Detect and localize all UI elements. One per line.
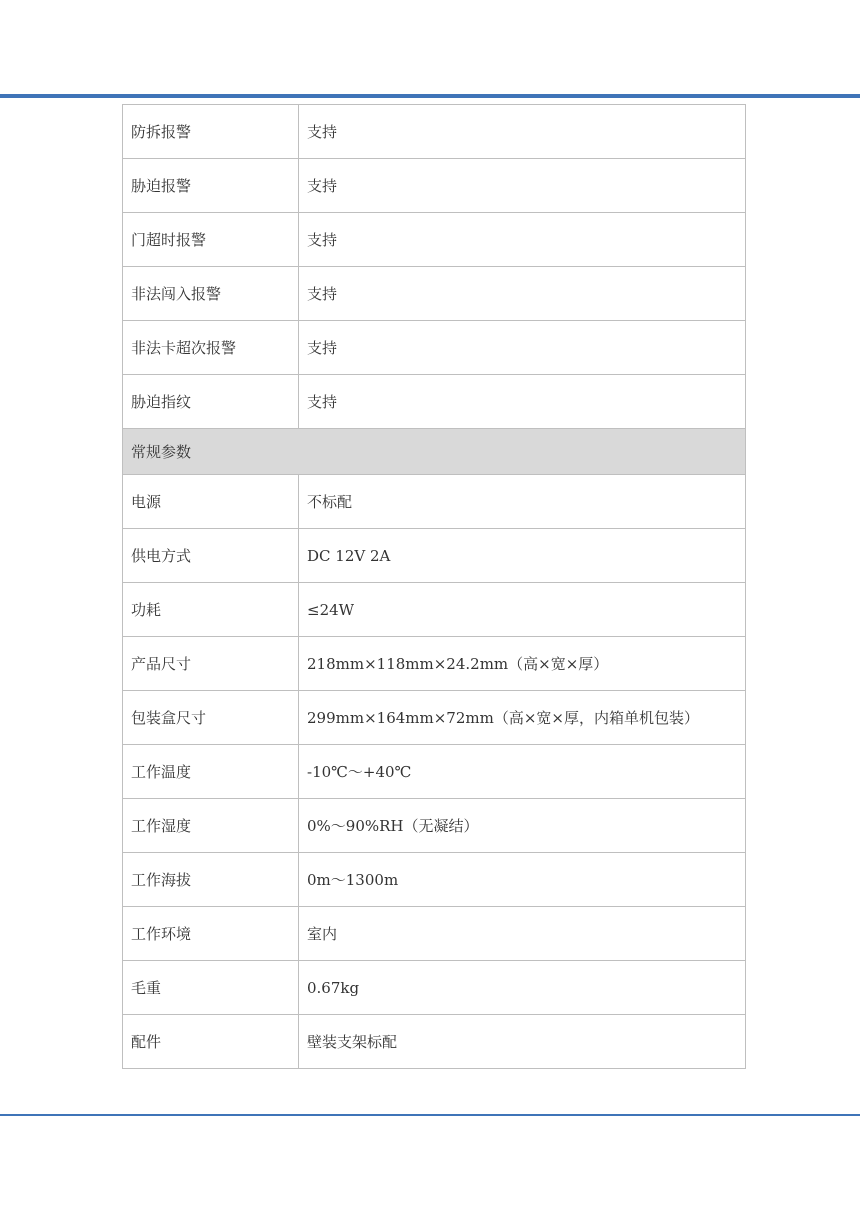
spec-value: 支持 <box>299 267 746 321</box>
spec-value: 0.67kg <box>299 961 746 1015</box>
table-row <box>123 961 746 1015</box>
spec-label: 工作环境 <box>123 907 299 961</box>
table-row <box>123 637 746 691</box>
spec-label: 门超时报警 <box>123 213 299 267</box>
spec-label: 毛重 <box>123 961 299 1015</box>
spec-label: 非法闯入报警 <box>123 267 299 321</box>
spec-label: 供电方式 <box>123 529 299 583</box>
spec-table <box>122 104 746 1069</box>
spec-label: 电源 <box>123 475 299 529</box>
spec-value: 壁装支架标配 <box>299 1015 746 1069</box>
spec-value: 0m～1300m <box>299 853 746 907</box>
table-row <box>123 213 746 267</box>
spec-value: 支持 <box>299 159 746 213</box>
spec-value: 室内 <box>299 907 746 961</box>
spec-label: 包装盒尺寸 <box>123 691 299 745</box>
spec-value: ≤24W <box>299 583 746 637</box>
spec-label: 防拆报警 <box>123 105 299 159</box>
spec-value: 支持 <box>299 321 746 375</box>
header-rule <box>0 94 860 98</box>
spec-label: 工作海拔 <box>123 853 299 907</box>
spec-label: 胁迫报警 <box>123 159 299 213</box>
spec-value: 支持 <box>299 375 746 429</box>
table-row <box>123 907 746 961</box>
spec-label: 功耗 <box>123 583 299 637</box>
spec-label: 配件 <box>123 1015 299 1069</box>
table-row <box>123 267 746 321</box>
spec-value: DC 12V 2A <box>299 529 746 583</box>
table-row <box>123 853 746 907</box>
spec-value: 支持 <box>299 213 746 267</box>
table-row <box>123 321 746 375</box>
table-row <box>123 375 746 429</box>
spec-label: 工作湿度 <box>123 799 299 853</box>
spec-value: 0%～90%RH（无凝结） <box>299 799 746 853</box>
table-row <box>123 159 746 213</box>
table-row <box>123 691 746 745</box>
spec-value: 218mm×118mm×24.2mm（高×宽×厚） <box>299 637 746 691</box>
spec-label: 工作温度 <box>123 745 299 799</box>
table-row <box>123 1015 746 1069</box>
section-title: 常规参数 <box>123 429 746 475</box>
table-row <box>123 799 746 853</box>
spec-value: 支持 <box>299 105 746 159</box>
footer-rule <box>0 1114 860 1116</box>
spec-value: 不标配 <box>299 475 746 529</box>
section-header-row <box>123 429 746 475</box>
table-row <box>123 583 746 637</box>
spec-value: 299mm×164mm×72mm（高×宽×厚，内箱单机包装） <box>299 691 746 745</box>
table-row <box>123 475 746 529</box>
spec-label: 非法卡超次报警 <box>123 321 299 375</box>
table-row <box>123 529 746 583</box>
table-row <box>123 745 746 799</box>
spec-value: -10℃～+40℃ <box>299 745 746 799</box>
spec-label: 产品尺寸 <box>123 637 299 691</box>
spec-label: 胁迫指纹 <box>123 375 299 429</box>
table-row <box>123 105 746 159</box>
